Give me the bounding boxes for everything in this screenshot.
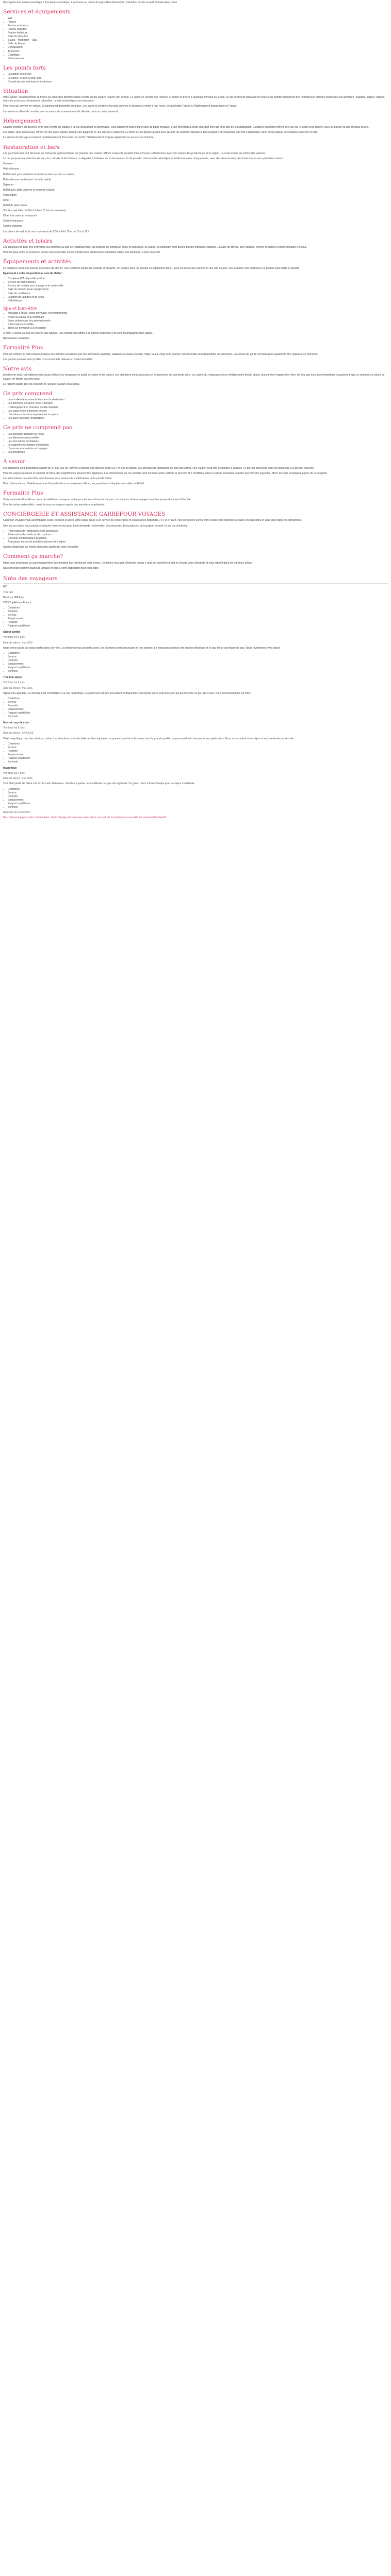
review-text: Nous avons passé un séjour parfait dans cet hôtel. Le personnel est aux petits soins, les chambres sont spacieuses et très propres. Le restaurant propose une cuisine délicieuse et le spa est un vrai havre de paix. Nous reviendrons avec plaisir. xyxy=(3,646,281,650)
section-title-famille: Formalité Plus xyxy=(3,345,43,351)
review-date: Date du séjour : mai 2025 xyxy=(3,641,33,645)
non-compris-list xyxy=(3,433,388,455)
horaire-line: Petit-déjeuner continental : formule rapide xyxy=(3,178,51,181)
list-item: • Réservation conseillée xyxy=(8,323,388,327)
list-item: • Salle de bien-être xyxy=(8,35,388,39)
list-item: • Complexe Wifi disponible partout xyxy=(8,277,388,281)
horaire-line: Buffet de plats variés xyxy=(3,204,27,208)
reply-text: Merci beaucoup pour votre commentaire. Toute l'équipe est ravie que votre séjour vous ait plu et espère vous accueillir de nouveau très bientôt. xyxy=(3,816,167,820)
review-author-link[interactable]: Voir tous les 9 avis xyxy=(3,636,25,639)
list-item: • Propreté xyxy=(8,704,388,708)
review-author-link[interactable]: Voir tous les 6 avis xyxy=(3,726,25,730)
horaires-label: Horaires : xyxy=(3,162,14,166)
horaire-line: Buffet avec plats cuisinés et desserts maison xyxy=(3,188,55,192)
paragraph: Idéalement situé, cet établissement saura séduire les voyageurs en quête de calme et de confort. Les chambres sont spacieuses et le personnel est aux petits soins. La cuisine du restaurant est un véritable point fort du séjour, tout comme l'espace bien-être. Un lieu que nous recommandons chaudement, que ce soit pour un séjour en couple, en famille ou entre amis. xyxy=(3,374,385,381)
list-item: • Service xyxy=(8,746,388,750)
paragraph: Plus d'informations : l'établissement ne fait partie d'aucun classement officiel, les prestations indiquées sont celles de l'hôtel. xyxy=(3,482,145,485)
paragraph: Nos conseillers parlent plusieurs langues et sont à votre disposition pour vous aider. xyxy=(3,566,99,570)
list-item: • Réservation d'activités et d'excursions xyxy=(8,533,388,537)
paragraph: Le bar propose une sélection de vins, de cocktails et de boissons, à déguster à l'intérieur ou en terrasse en fin de journée. Une formule petit-déjeuner buffet est servie chaque matin, avec des viennoiseries, des fruits frais et des spécialités maison. xyxy=(3,157,284,161)
points-list xyxy=(3,73,388,83)
list-item: • Emplacement xyxy=(8,617,388,621)
list-item: • Emplacement xyxy=(8,663,388,666)
list-item: • Piscine chauffée xyxy=(8,28,388,31)
list-item: • Les excursions facultatives xyxy=(8,440,388,444)
paragraph: Une fois sur place, vous pouvez contacter notre service pour toute demande : réservation de restaurant, d'excursion ou de transport, conseil, ou en cas d'imprévu. xyxy=(3,524,188,528)
section-title-a-savoir: À savoir xyxy=(3,459,26,465)
horaire-line: Dîner à la carte au restaurant xyxy=(3,214,37,218)
review-categories xyxy=(3,697,388,719)
section-title-compris: Ce prix comprend xyxy=(3,390,53,397)
list-item: • La qualité du service xyxy=(8,73,388,76)
avis-based: Basé sur 868 Avis xyxy=(3,596,24,599)
list-item: • Propreté xyxy=(8,750,388,753)
list-item: • Rapport qualité/prix xyxy=(8,666,388,670)
list-item: • Situation xyxy=(8,610,388,614)
equipements-list xyxy=(3,277,388,303)
paragraph: Pour les enfants, le club enfants propose des activités encadrées par des animateurs qualifiés, adaptées à chaque tranche d'âge, tout au long de la journée. Des lits bébé sont disponibles sur demande. Un service de garde d'enfants peut également être organisé sur demande. xyxy=(3,352,319,356)
list-item: • Sommeil xyxy=(8,670,388,673)
paragraph: Pour ceux qui arrivent en voiture, un parking est disponible sur place. Les gares et aéroports les plus proches se trouvent à moins d'une heure, ce qui facilite l'accès à l'établissement depuis toute la France. xyxy=(3,105,237,108)
list-item: • Propreté xyxy=(8,795,388,799)
paragraph: Chaque chambre est décorée avec soin et offre un espace à la fois chaleureux et confortable. Elles disposent toutes d'une salle de bains privative, d'une télévision à écran plat, d'un mini-bar ainsi que de la climatisation. Certaines chambres offrent une vue sur le jardin ou la piscine, avec un balcon ou une terrasse privée. xyxy=(3,126,369,129)
list-item: • Service xyxy=(8,701,388,704)
horaire-line: Déjeuner : xyxy=(3,183,15,187)
list-item: • Les taxes aéroport (modifiables) xyxy=(8,417,388,420)
paragraph: Les chambres sont disponibles à partir de 14 h le jour de l'arrivée et doivent être libérées avant 12 h le jour du départ. Les animaux de compagnie ne sont pas admis. Une caution peut être demandée à l'arrivée. Le port du bonnet de bain est obligatoire à la piscine couverte. xyxy=(3,466,315,470)
review-date: Date du séjour : avril 2025 xyxy=(3,732,34,735)
list-item: • Accès au sauna et au hammam xyxy=(8,316,388,319)
paragraph: Les dîners de midi et du soir sont servis de 12 h à 14 h 30 et de 19 h à 22 h. xyxy=(3,230,90,233)
section-title-restauration: Restauration et bars xyxy=(3,144,60,150)
list-item: • Chambres xyxy=(8,652,388,655)
paragraph: Nous vous proposons un accompagnement personnalisé tout au long de votre séjour. Contactez-nous par téléphone ou par e-mail, un conseiller prend en charge votre demande et vous répond dans les meilleurs délais. xyxy=(3,561,253,565)
section-title-situation: Situation xyxy=(3,88,28,94)
paragraph: Pour les séjours réservés en période de fêtes, des suppléments peuvent être appliqués. Les informations sur les activités sont données à titre indicatif et peuvent être modifiées selon la saison. Certaines activités peuvent être payantes. Merci de vous renseigner auprès de la réception. xyxy=(3,471,328,475)
avis-source: 2025 TripAdvisor France xyxy=(3,601,31,604)
reply-label: Réponse de la direction : xyxy=(3,811,32,815)
review-author-link[interactable]: Voir tous les 4 avis xyxy=(3,681,25,685)
list-item: • Sommeil xyxy=(8,760,388,764)
section-title-comment: Comment ça marche? xyxy=(3,553,63,560)
paragraph: Carrefour Voyages vous accompagne avant, pendant et après votre séjour grâce à un service de conciergerie et d'assistance disponible 7 j/7 et 24 h/24. Nos conseillers sont à votre écoute pour répondre à toutes vos questions et vous aider dans vos démarches. xyxy=(3,519,302,522)
review-title: Très bon séjour xyxy=(3,676,23,680)
list-item: • Les boissons pendant les repas xyxy=(8,433,388,436)
section-title-avis: Note des voyageurs xyxy=(3,575,388,584)
review-date: Date du séjour : mai 2025 xyxy=(3,686,33,690)
list-item: • Service de blanchisserie xyxy=(8,281,388,284)
list-item: • Les transferts aéroport / hôtel / aéroport xyxy=(8,402,388,405)
list-item: • Rapport qualité/prix xyxy=(8,802,388,806)
compris-list xyxy=(3,398,388,420)
review-categories xyxy=(3,652,388,674)
list-item: • Service xyxy=(8,614,388,617)
list-item: • Piscine extérieure xyxy=(8,24,388,28)
horaire-line: Cuisine française xyxy=(3,219,23,223)
list-item: • Stationnement xyxy=(8,57,388,61)
paragraph: Le service de ménage est assuré quotidiennement. Pour plus de confort, l'établissement propose également un service en chambre. xyxy=(3,136,154,140)
paragraph: Le complexe inclut une piscine extérieure de 250 m², avec solarium équipé de transats et parasols. Un espace pour les enfants est également prévu, avec un bassin peu profond et une aire de jeux. Des activités sont proposées en journée pour petits et grands. xyxy=(3,267,300,270)
review-text: Tout était parfait du début à la fin. Accueil chaleureux, chambre superbe, repas délicieux et spa très agréable. Un grand merci à toute l'équipe pour ce séjour inoubliable. xyxy=(3,782,196,786)
horaire-line: Plats légers xyxy=(3,193,17,197)
list-item: • Soins réalisés par des professionnels xyxy=(8,319,388,323)
paragraph: Les environs offrent de nombreuses occasions de promenade et de détente, dans un cadre préservé. xyxy=(3,110,119,113)
section-title-conciergerie: CONCIERGERIE ET ASSISTANCE GARREFOUR VOYAGES xyxy=(3,511,166,517)
list-item: • Chauffage xyxy=(8,54,388,57)
list-item: • Massage à l'huile, soins du visage, enveloppements xyxy=(8,312,388,315)
intro-text: Description À la pointe romantique ! À la pointe touristique. Il se trouve au centre du pays (Bas-Normandie, Calvados) de loin le petit domaine Aval Carte. xyxy=(3,1,178,4)
list-item: • Les pourboires xyxy=(8,451,388,454)
list-item: • L'assurance annulation et bagages xyxy=(8,447,388,451)
paragraph: Les amateurs de bien-être trouveront leur bonheur au spa de l'établissement, qui propose de nombreux soins et massages, un sauna, un hammam ainsi qu'une piscine intérieure chauffée. La salle de fitness, bien équipée, permet de garder la forme pendant le séjour. xyxy=(3,246,307,249)
list-item: • Bibliothèque xyxy=(8,299,388,303)
list-item: • Salle de conférence xyxy=(8,292,388,296)
list-item: • Piscine xyxy=(8,21,388,24)
review-categories xyxy=(3,788,388,810)
list-item: • Tarifs sur demande à la réception xyxy=(8,327,388,330)
paragraph: Pour les autres nationalités, merci de vous renseigner auprès des autorités compétentes. xyxy=(3,503,105,506)
section-title-spa: Spa et bien-être xyxy=(3,306,37,311)
review-title: Un vrai coup de cœur xyxy=(3,721,30,725)
list-item: • Climatisation xyxy=(8,46,388,49)
paragraph: Service disponible sur simple demande auprès de votre conseiller. xyxy=(3,545,79,549)
review xyxy=(3,721,388,764)
list-item: • Sauna – Hammam – Spa xyxy=(8,39,388,42)
paragraph: À noter : l'accès au spa est réservé aux adultes. Les enfants sont admis à la piscine seulement s'ils sont accompagnés d'un adulte. xyxy=(3,331,153,335)
review xyxy=(3,767,388,820)
paragraph: Les gourmets pourront découvrir un restaurant gastronomique qui propose une cuisine raffinée à base de produits frais et locaux, sélectionnés avec soin auprès des producteurs de la région. La carte évolue au rythme des saisons. xyxy=(3,152,266,156)
horaire-line: Cuisine italienne xyxy=(3,225,22,228)
section-title-non-compris: Ce prix ne comprend pas xyxy=(3,424,72,431)
section-title-equipements: Équipements et activités xyxy=(3,259,71,265)
avis-score-label: Très bon xyxy=(3,590,13,594)
spa-list xyxy=(3,312,388,330)
review-categories xyxy=(3,742,388,765)
score-value: 4,2 xyxy=(3,585,7,589)
list-item: • Rapport qualité/prix xyxy=(8,624,388,628)
list-item: • Emplacement xyxy=(8,708,388,711)
list-item: • Propreté xyxy=(8,659,388,663)
list-item: • Grande piscine intérieure et extérieure xyxy=(8,80,388,84)
review-title: Séjour parfait xyxy=(3,631,20,634)
paragraph: Les parents peuvent ainsi profiter d'un moment de détente en toute tranquillité. xyxy=(3,358,93,361)
review-author-link[interactable]: Voir tous les 2 avis xyxy=(3,772,25,775)
section-title-formalites: Formalité Plus xyxy=(3,490,43,497)
review xyxy=(3,631,388,673)
list-item: • Chambres xyxy=(8,788,388,791)
paragraph: Les informations de cette fiche sont données sous réserve de modifications de la part de l'hôtel. xyxy=(3,477,112,480)
review-title: Magnifique xyxy=(3,767,17,770)
list-item: • Chambres xyxy=(8,697,388,701)
list-item: • Location de voitures et de vélos xyxy=(8,296,388,299)
list-item: • Propreté xyxy=(8,621,388,624)
list-item: • Salle de fitness xyxy=(8,42,388,46)
review-text: Séjour très agréable, la chambre était confortable et la vue magnifique. Le personnel est très accueillant et disponible. Petit bémol sur le petit-déjeuner qui pourrait être un peu plus varié. Nous recommandons cet hôtel. xyxy=(3,691,251,695)
horaire-line: Petit-déjeuner : xyxy=(3,167,21,171)
review-text: Hôtel magnifique, très bien situé, au calme. Les chambres sont très belles et bien équipées. Le spa est superbe et les soins sont de grande qualité. Le personnel est charmant et aux petits soins. Nous avons adoré notre séjour et nous reviendrons très vite. xyxy=(3,737,295,740)
list-item: • Le calme, le luxe, le bien-être xyxy=(8,77,388,80)
paragraph: Le rapport qualité-prix est excellent et l'accueil toujours chaleureux. xyxy=(3,382,80,386)
paragraph: Les suites, plus spacieuses, offrent un coin salon séparé ainsi qu'une baignoire et une douche à l'italienne. La literie est de grande qualité pour garantir un sommeil réparateur. Des peignoirs et chaussons sont mis à disposition, ainsi qu'un plateau de courtoisie avec thé et café. xyxy=(3,131,318,134)
services-list xyxy=(3,17,388,61)
horaire-line: Soirées spéciales : buffet à thème (2 fois par semaine) xyxy=(3,209,66,213)
subheading: Également à votre disposition au sein de l'hôtel : xyxy=(3,272,63,276)
review xyxy=(3,676,388,719)
list-item: • Wifi xyxy=(8,17,388,21)
list-item: • Salle de réunion (avec équipement) xyxy=(8,288,388,292)
list-item: • Télévision xyxy=(8,50,388,54)
avis-score xyxy=(3,585,388,589)
section-title-notre-avis: Notre avis xyxy=(3,365,32,372)
list-item: • Piscine intérieure xyxy=(8,31,388,35)
section-title-points: Les points forts xyxy=(3,64,46,71)
conciergerie-list xyxy=(3,530,388,544)
list-item: • Service xyxy=(8,791,388,795)
list-item: • Sommeil xyxy=(8,715,388,719)
list-item: • Emplacement xyxy=(8,753,388,757)
section-title-services: Services et équipements xyxy=(3,9,71,15)
horaire-line: Buffet varié pour satisfaire toutes les envies sucrées ou salées xyxy=(3,173,75,176)
list-item: • Chambres xyxy=(8,606,388,610)
list-item: • L'hébergement en chambre double standard xyxy=(8,406,388,410)
page xyxy=(0,0,391,826)
list-item: • Emplacement xyxy=(8,799,388,802)
horaire-line: Dîner : xyxy=(3,198,11,202)
criteria-list xyxy=(3,606,388,629)
list-item: • Conseils et informations pratiques xyxy=(8,537,388,540)
list-item: • Chambres xyxy=(8,742,388,746)
section-title-loisirs: Activités et loisirs xyxy=(3,238,53,244)
list-item: • Assistance en cas de problème durant votre séjour xyxy=(8,540,388,544)
paragraph: Pour les plus actifs, le personnel pourra vous conseiller sur les nombreuses randonnées et balades à faire aux alentours, à pied ou à vélo. xyxy=(3,251,161,255)
list-item: • Service de navette vers la plage et le centre-ville xyxy=(8,284,388,288)
section-title-hebergement: Hébergement xyxy=(3,117,41,124)
paragraph: Réservation conseillée. xyxy=(3,337,30,340)
list-item: • Le supplément chambre individuelle xyxy=(8,444,388,447)
review-date: Date du séjour : mai 2025 xyxy=(3,777,33,781)
list-item: • Sommeil xyxy=(8,806,388,809)
list-item: • Les dépenses personnelles xyxy=(8,436,388,440)
list-item: • Réservation de restaurants et de spectacles xyxy=(8,530,388,533)
paragraph: Carte nationale d'identité en cours de validité ou passeport valide pour les ressortissants français. Les mineurs doivent voyager avec leur propre document d'identité. xyxy=(3,498,191,501)
list-item: • Le vol aller/retour entre la France et la destination xyxy=(8,398,388,402)
paragraph: Pàlis-Savoir : l'établissement se trouve au cœur d'un domaine boisé et offre un bel espace naturel, loin de tout. Le calme se ressent dès l'arrivée, et l'hôtel se trouve à quelques minutes de la ville, ce qui permet de découvrir les lieux et de profiter pleinement des nombreuses activités proposées aux alentours : balades, plages, villages, marchés ou encore découvertes culturelles. Le site est idéal pour se ressourcer. xyxy=(3,96,385,103)
list-item: • Service xyxy=(8,655,388,659)
list-item: • Rapport qualité/prix xyxy=(8,757,388,760)
list-item: • L'assistance de notre représentant sur place xyxy=(8,413,388,417)
list-item: • Les repas selon la formule choisie xyxy=(8,410,388,413)
list-item: • Rapport qualité/prix xyxy=(8,711,388,715)
